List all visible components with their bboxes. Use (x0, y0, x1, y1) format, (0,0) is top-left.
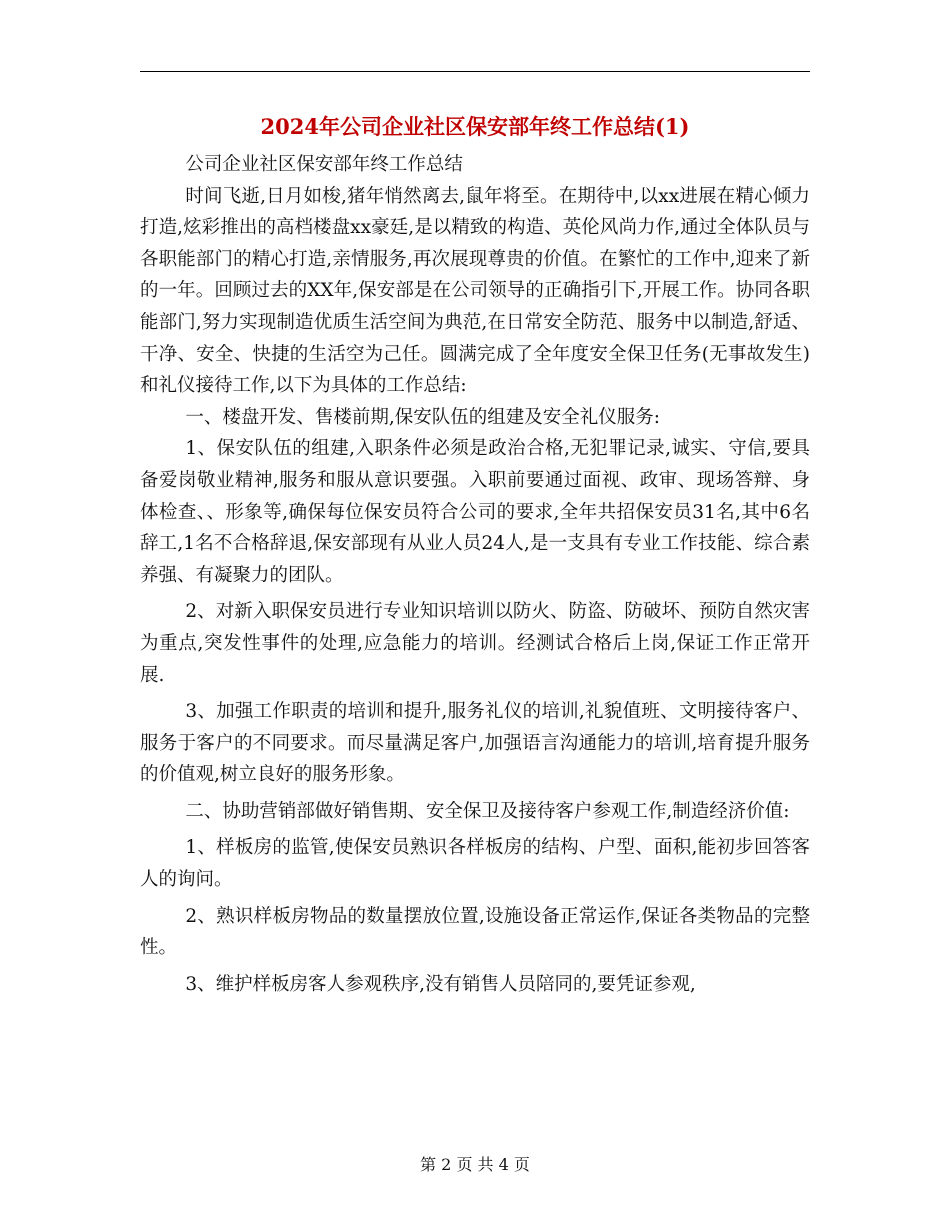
paragraph-intro: 时间飞逝,日月如梭,猪年悄然离去,鼠年将至。在期待中,以xx进展在精心倾力打造,炫彩推出的高档楼盘xx豪廷,是以精致的构造、英伦风尚力作,通过全体队员与各职能部门的精心打造,亲情服务,再次展现尊贵的价值。在繁忙的工作中,迎来了新的一年。回顾过去的XX年,保安部是在公司领导的正确指引下,开展工作。协同各职能部门,努力实现制造优质生活空间为典范,在日常安全防范、服务中以制造,舒适、干净、安全、快捷的生活空为己任。圆满完成了全年度安全保卫任务(无事故发生)和礼仪接待工作,以下为具体的工作总结: (140, 185, 810, 397)
document-body (140, 149, 810, 1000)
paragraph-item: 3、加强工作职责的培训和提升,服务礼仪的培训,礼貌值班、文明接待客户、服务于客户的不同要求。而尽量满足客户,加强语言沟通能力的培训,培育提升服务的价值观,树立良好的服务形象。 (140, 701, 810, 786)
paragraph-item: 2、对新入职保安员进行专业知识培训以防火、防盗、防破坏、预防自然灾害为重点,突发性事件的处理,应急能力的培训。经测试合格后上岗,保证工作正常开展. (140, 601, 810, 686)
paragraph-item: 2、熟识样板房物品的数量摆放位置,设施设备正常运作,保证各类物品的完整性。 (140, 905, 810, 959)
section-heading-1: 一、楼盘开发、售楼前期,保安队伍的组建及安全礼仪服务: (185, 406, 660, 428)
document-title: 2024年公司企业社区保安部年终工作总结(1) (260, 114, 690, 139)
paragraph-item: 1、样板房的监管,使保安员熟识各样板房的结构、户型、面积,能初步回答客人的询问。 (140, 837, 810, 891)
paragraph-item: 3、维护样板房客人参观秩序,没有销售人员陪同的,要凭证参观, (185, 973, 696, 995)
paragraph-subtitle: 公司企业社区保安部年终工作总结 (185, 154, 463, 175)
paragraph-item: 1、保安队伍的组建,入职条件必须是政治合格,无犯罪记录,诚实、守信,要具备爱岗敬业精神,服务和服从意识要强。入职前要通过面视、政审、现场答辩、身体检查、、形象等,确保每位保安员符合公司的要求,全年共招保安员31名,其中6名辞工,1名不合格辞退,保安部现有从业人员24人,是一支具有专业工作技能、综合素养强、有凝聚力的团队。 (140, 438, 810, 586)
header-rule (140, 71, 810, 72)
page-number: 第 2 页 共 4 页 (420, 1155, 530, 1174)
section-heading-2: 二、协助营销部做好销售期、安全保卫及接待客户参观工作,制造经济价值: (185, 800, 790, 822)
